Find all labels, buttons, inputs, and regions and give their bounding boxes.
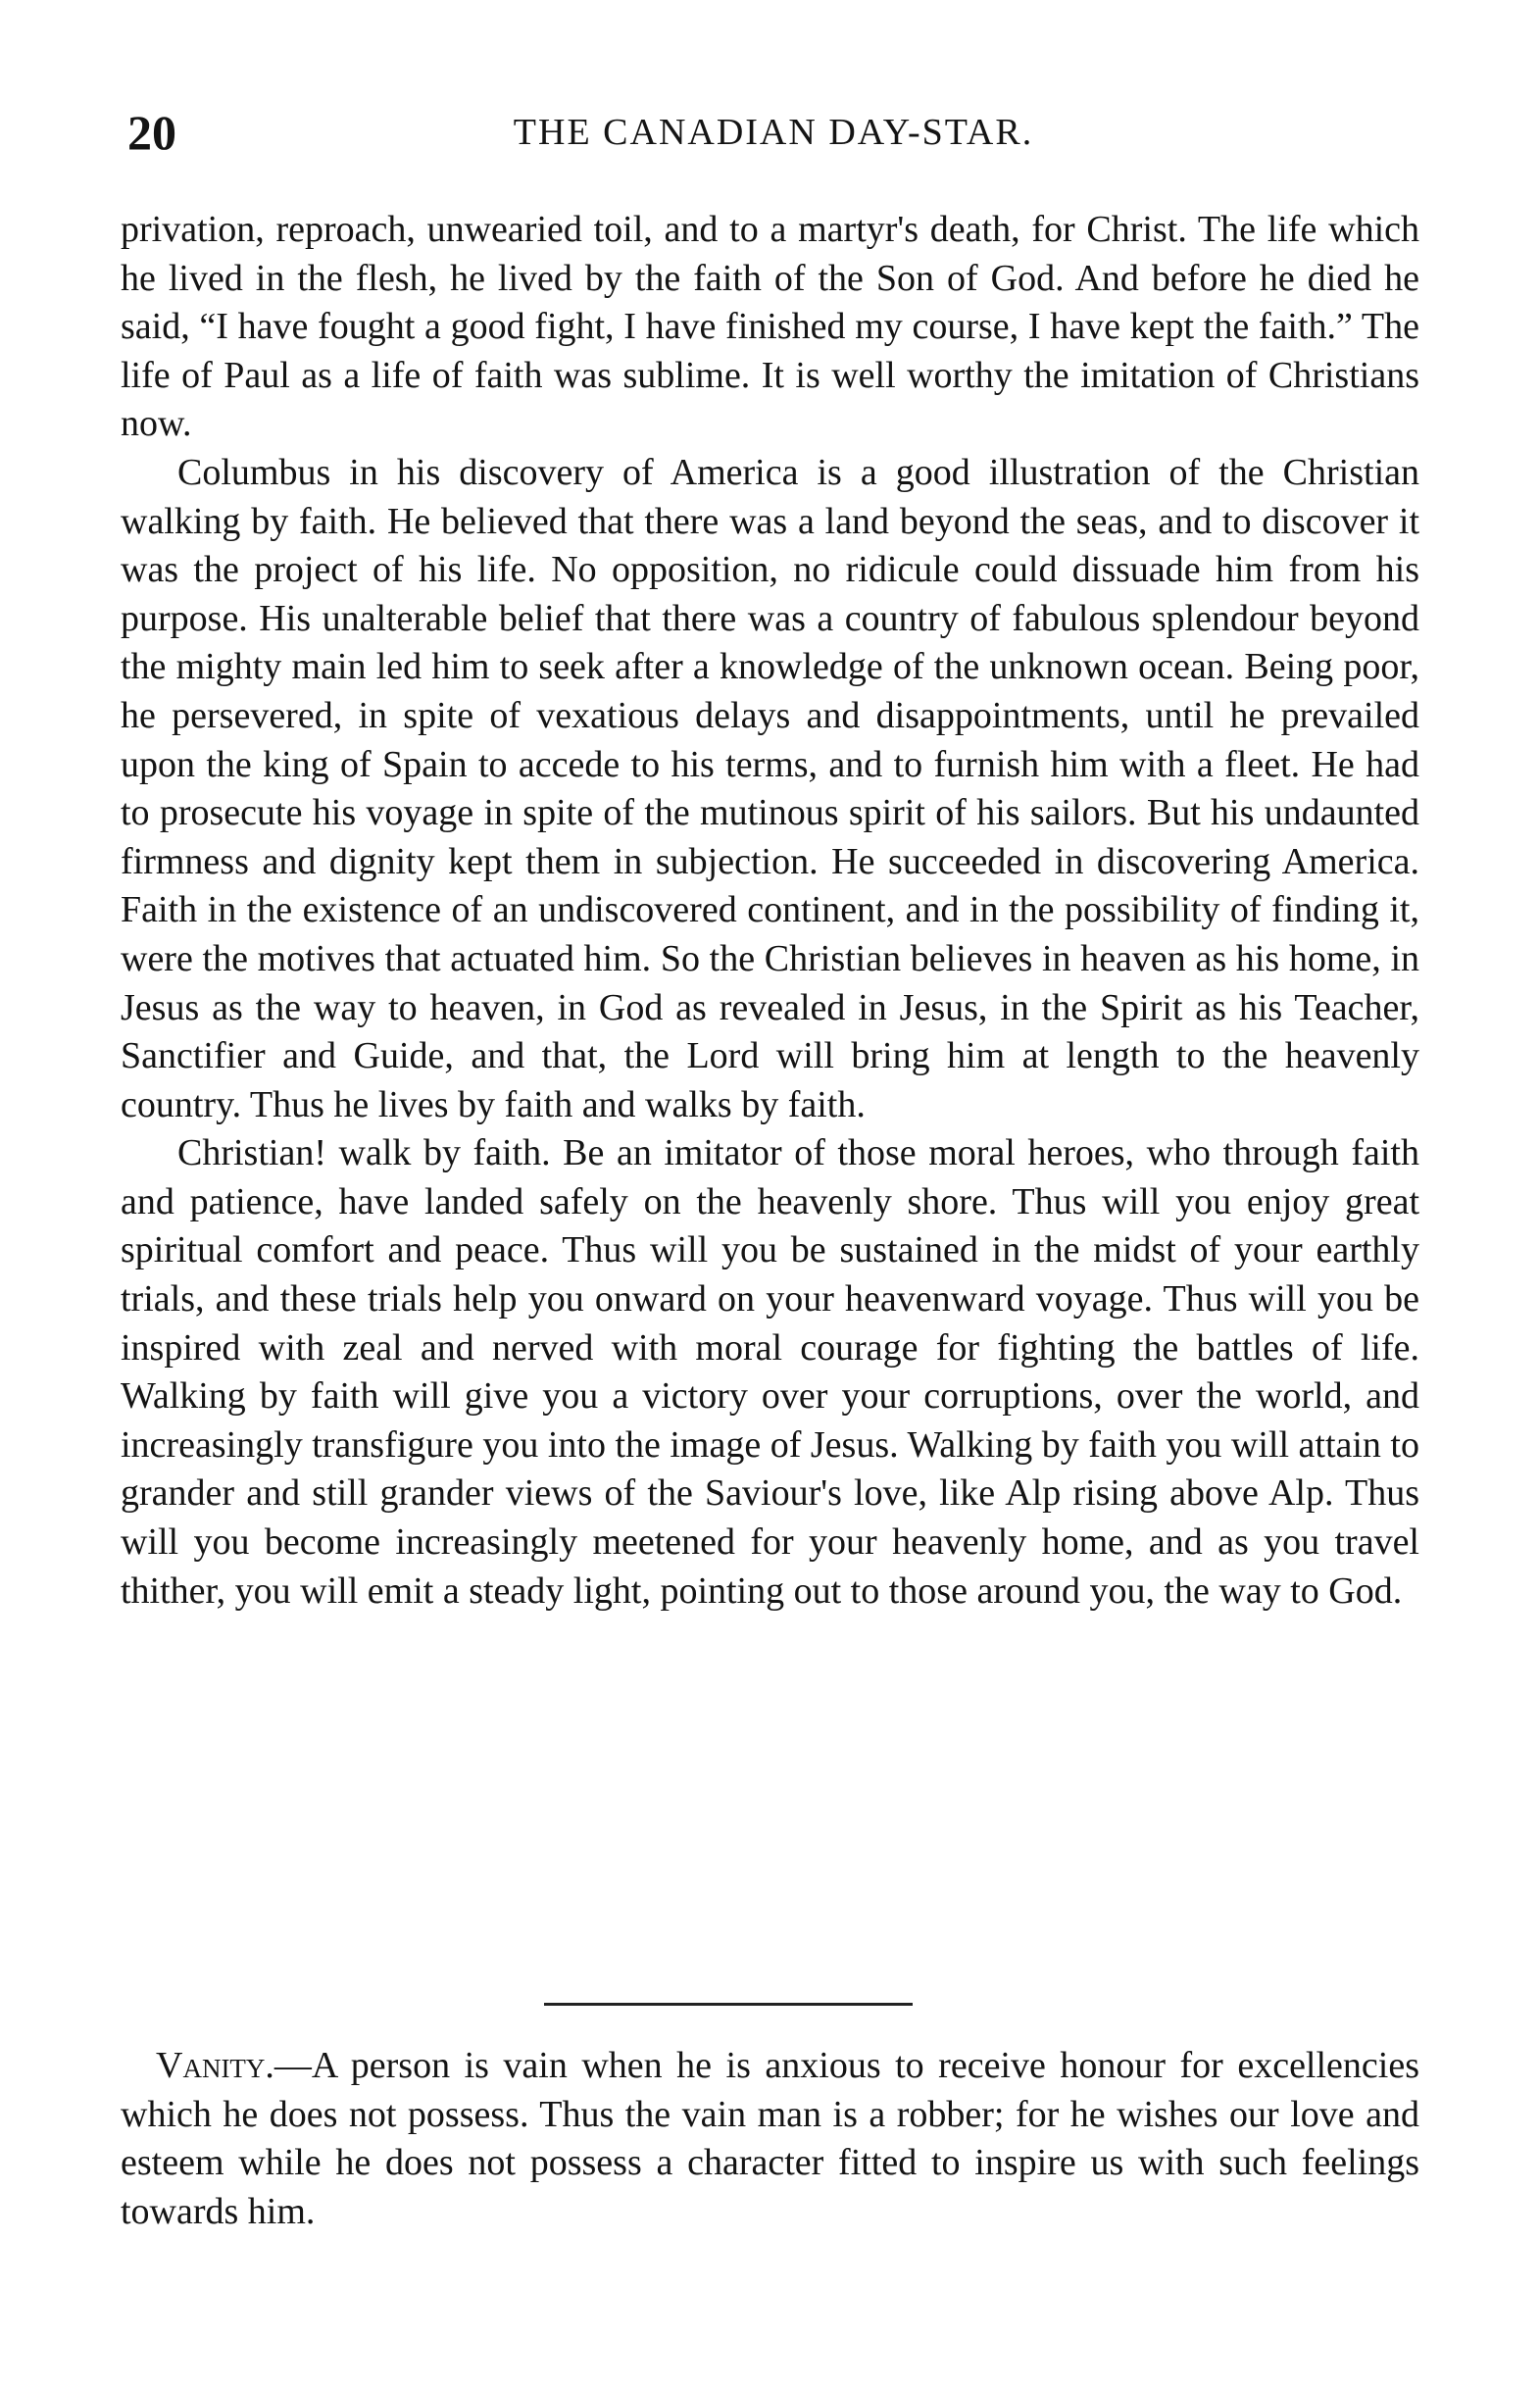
paragraph-columbus: Columbus in his discovery of America is a good illustration of the Christian walking by faith. He believed that there was a land beyond the seas, and to discover it was the project of his life. No opposition, no ridicule could dissuade him from his purpose. His unalterable belief that there was a country of fabulous splendour beyond the mighty main led him to seek after a knowledge of the unknown ocean. Being poor, he persevered, in spite of vexatious delays and disappointments, until he prevailed upon the king of Spain to accede to his terms, and to furnish him with a fleet. He had to prosecute his voyage in spite of the mutinous spirit of his sailors. But his undaunted firmness and dignity kept them in subjection. He succeeded in discovering America. Faith in the existence of an undiscovered continent, and in the possibility of finding it, were the motives that actuated him. So the Christian believes in heaven as his home, in Jesus as the way to heaven, in God as revealed in Jesus, in the Spirit as his Teacher, Sanctifier and Guide, and that, the Lord will bring him at length to the heavenly country. Thus he lives by faith and walks by faith. — [121, 451, 1419, 1125]
paragraph-continued: privation, reproach, unwearied toil, and to a martyr's death, for Christ. The life which he lived in the flesh, he lived by the faith of the Son of God. And before he died he said, “I have fought a good fight, I have finished my course, I have kept the faith.” The life of Paul as a life of faith was sublime. It is well worthy the imitation of Christians now. — [121, 209, 1419, 445]
vanity-note — [121, 2042, 1419, 2236]
main-text — [121, 206, 1419, 1616]
page-header — [127, 98, 1419, 167]
paragraph-exhortation: Christian! walk by faith. Be an imitator of those moral heroes, who through faith and patience, have landed safely on the heavenly shore. Thus will you enjoy great spiritual comfort and peace. Thus will you be sustained in the midst of your earthly trials, and these trials help you onward on your heavenward voyage. Thus will you be inspired with zeal and nerved with moral courage for fighting the battles of life. Walking by faith will give you a victory over your corruptions, over the world, and increasingly transfigure you into the image of Jesus. Walking by faith you will attain to grander and still grander views of the Saviour's love, like Alp rising above Alp. Thus will you become increasingly meetened for your heavenly home, and as you travel thither, you will emit a steady light, pointing out to those around you, the way to God. — [121, 1132, 1419, 1612]
section-divider — [544, 2003, 913, 2006]
note-text: —A person is vain when he is anxious to receive honour for excellencies which he does not possess. Thus the vain man is a robber; for he wishes our love and esteem while he does not possess a character fitted to inspire us with such feelings towards him. — [121, 2045, 1419, 2232]
note-paragraph — [121, 2042, 1419, 2236]
page-number: 20 — [127, 105, 176, 160]
running-title: THE CANADIAN DAY-STAR. — [513, 112, 1034, 153]
note-label: Vanity. — [156, 2045, 274, 2086]
